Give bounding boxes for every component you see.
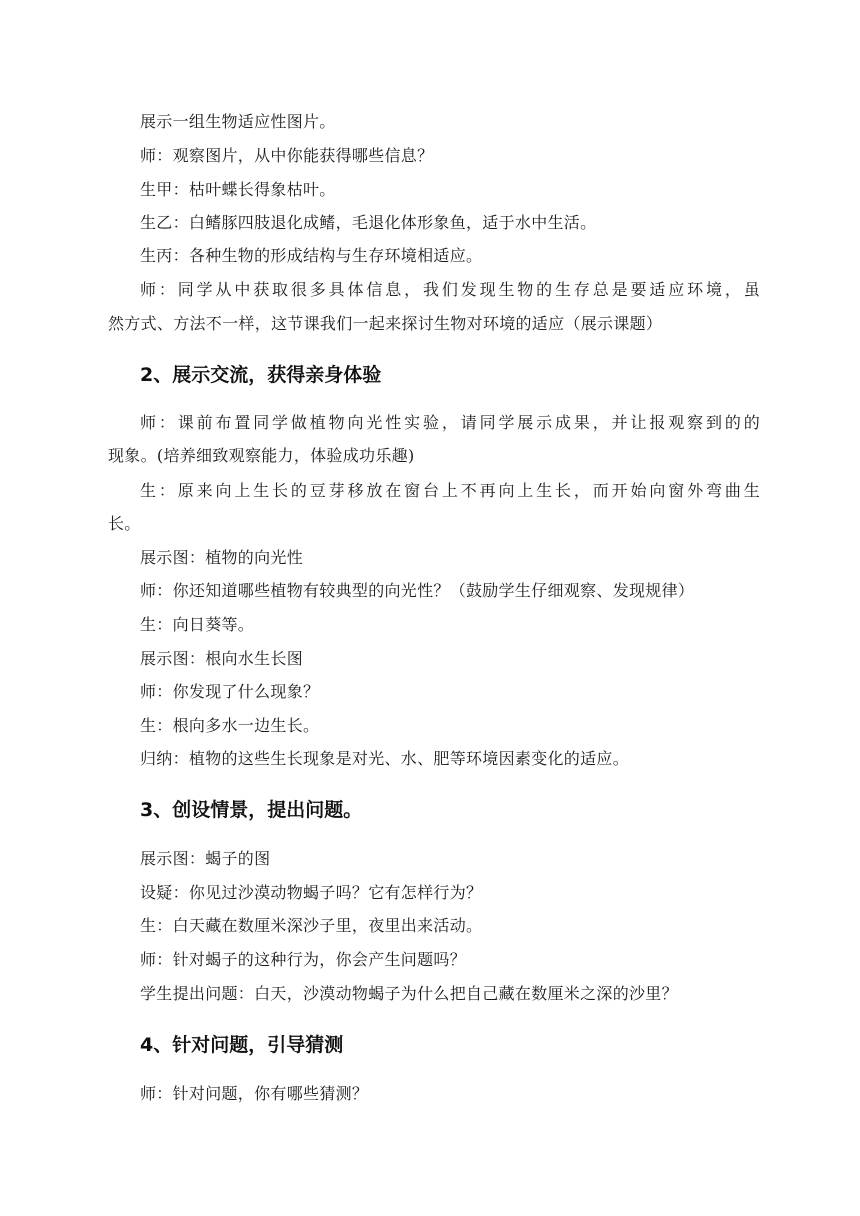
section-heading: 4、针对问题，引导猜测: [140, 1034, 344, 1056]
text-line: 师：观察图片，从中你能获得哪些信息？: [140, 146, 434, 165]
paragraph-first-line: 生：原来向上生长的豆芽移放在窗台上不再向上生长，而开始向窗外弯曲生: [140, 481, 760, 500]
text-line: 生丙：各种生物的形成结构与生存环境相适应。: [140, 246, 483, 265]
text-line: 师：你还知道哪些植物有较典型的向光性？（鼓励学生仔细观察、发现规律）: [140, 581, 695, 600]
text-line: 师：你发现了什么现象？: [140, 682, 320, 701]
text-line: 展示一组生物适应性图片。: [140, 112, 336, 131]
paragraph-first-line: 师：课前布置同学做植物向光性实验，请同学展示成果，并让报观察到的的: [140, 413, 760, 432]
text-line: 生：根向多水一边生长。: [140, 716, 320, 735]
paragraph-first-line: 师：同学从中获取很多具体信息，我们发现生物的生存总是要适应环境，虽: [140, 280, 760, 299]
text-line: 师：针对问题，你有哪些猜测？: [140, 1084, 369, 1103]
text-line: 展示图：根向水生长图: [140, 649, 304, 668]
text-line: 展示图：植物的向光性: [140, 548, 304, 567]
text-line: 生：白天藏在数厘米深沙子里，夜里出来活动。: [140, 916, 483, 935]
paragraph-second-line: 现象。(培养细致观察能力，体验成功乐趣): [108, 446, 415, 465]
text-line: 生乙：白鳍豚四肢退化成鳍，毛退化体形象鱼，适于水中生活。: [140, 213, 597, 232]
text-line: 展示图：蝎子的图: [140, 849, 271, 868]
section-heading: 2、展示交流，获得亲身体验: [140, 364, 382, 386]
text-line: 生：向日葵等。: [140, 615, 255, 634]
text-line: 师：针对蝎子的这种行为，你会产生问题吗？: [140, 950, 467, 969]
paragraph-second-line: 长。: [108, 514, 141, 533]
section-heading: 3、创设情景，提出问题。: [140, 799, 363, 821]
text-line: 生甲：枯叶蝶长得象枯叶。: [140, 180, 336, 199]
paragraph-second-line: 然方式、方法不一样，这节课我们一起来探讨生物对环境的适应（展示课题）: [108, 314, 663, 333]
text-line: 归纳：植物的这些生长现象是对光、水、肥等环境因素变化的适应。: [140, 749, 630, 768]
text-line: 学生提出问题：白天，沙漠动物蝎子为什么把自己藏在数厘米之深的沙里？: [140, 984, 678, 1003]
text-line: 设疑：你见过沙漠动物蝎子吗？它有怎样行为？: [140, 883, 483, 902]
